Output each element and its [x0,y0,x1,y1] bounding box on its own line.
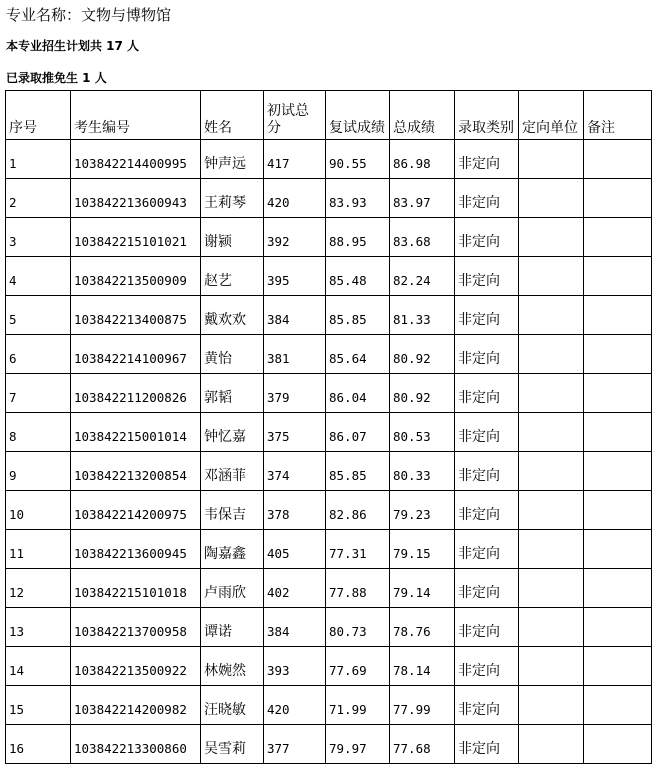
cell-index: 13 [6,608,71,647]
cell-admission-type: 非定向 [455,608,519,647]
col-header-total-score: 总成绩 [390,91,455,140]
cell-remarks [584,608,652,647]
cell-initial-score: 417 [264,140,326,179]
enrollment-plan: 本专业招生计划共 17 人 [6,39,140,53]
cell-exam-id: 103842215001014 [71,413,201,452]
table-row [6,491,652,530]
table-row [6,218,652,257]
cell-total-score: 80.92 [390,374,455,413]
cell-retest-score: 86.04 [326,374,390,413]
cell-index: 7 [6,374,71,413]
cell-exam-id: 103842213300860 [71,725,201,764]
cell-index: 4 [6,257,71,296]
cell-total-score: 82.24 [390,257,455,296]
cell-index: 10 [6,491,71,530]
cell-total-score: 79.15 [390,530,455,569]
cell-name: 钟声远 [201,140,264,179]
cell-index: 5 [6,296,71,335]
cell-retest-score: 85.64 [326,335,390,374]
cell-name: 韦保吉 [201,491,264,530]
cell-total-score: 80.92 [390,335,455,374]
cell-retest-score: 71.99 [326,686,390,725]
cell-name: 卢雨欣 [201,569,264,608]
cell-target-unit [519,374,584,413]
cell-initial-score: 405 [264,530,326,569]
cell-admission-type: 非定向 [455,179,519,218]
table-row [6,413,652,452]
cell-total-score: 83.97 [390,179,455,218]
table-row [6,140,652,179]
cell-admission-type: 非定向 [455,374,519,413]
cell-target-unit [519,725,584,764]
cell-remarks [584,218,652,257]
cell-initial-score: 395 [264,257,326,296]
table-row [6,296,652,335]
cell-initial-score: 375 [264,413,326,452]
cell-exam-id: 103842215101021 [71,218,201,257]
table-row [6,569,652,608]
cell-total-score: 78.76 [390,608,455,647]
cell-target-unit [519,608,584,647]
cell-total-score: 80.53 [390,413,455,452]
cell-admission-type: 非定向 [455,218,519,257]
cell-remarks [584,452,652,491]
cell-name: 钟忆嘉 [201,413,264,452]
table-row [6,530,652,569]
cell-initial-score: 420 [264,179,326,218]
cell-initial-score: 374 [264,452,326,491]
col-header-name: 姓名 [201,91,264,140]
cell-name: 赵艺 [201,257,264,296]
cell-initial-score: 393 [264,647,326,686]
cell-remarks [584,257,652,296]
table-row [6,686,652,725]
cell-name: 林婉然 [201,647,264,686]
table-row [6,335,652,374]
cell-remarks [584,413,652,452]
cell-total-score: 77.68 [390,725,455,764]
cell-retest-score: 77.69 [326,647,390,686]
cell-name: 陶嘉鑫 [201,530,264,569]
cell-initial-score: 420 [264,686,326,725]
cell-retest-score: 77.88 [326,569,390,608]
cell-admission-type: 非定向 [455,140,519,179]
col-header-admission-type: 录取类别 [455,91,519,140]
cell-initial-score: 392 [264,218,326,257]
cell-retest-score: 88.95 [326,218,390,257]
cell-remarks [584,530,652,569]
cell-target-unit [519,530,584,569]
cell-retest-score: 77.31 [326,530,390,569]
cell-target-unit [519,647,584,686]
cell-retest-score: 86.07 [326,413,390,452]
cell-remarks [584,179,652,218]
cell-index: 2 [6,179,71,218]
cell-target-unit [519,218,584,257]
cell-remarks [584,686,652,725]
cell-exam-id: 103842215101018 [71,569,201,608]
cell-target-unit [519,257,584,296]
cell-name: 戴欢欢 [201,296,264,335]
cell-total-score: 78.14 [390,647,455,686]
cell-remarks [584,335,652,374]
cell-remarks [584,374,652,413]
cell-exam-id: 103842213600945 [71,530,201,569]
cell-exam-id: 103842213200854 [71,452,201,491]
cell-index: 6 [6,335,71,374]
table-row [6,725,652,764]
cell-total-score: 79.14 [390,569,455,608]
cell-target-unit [519,413,584,452]
cell-index: 14 [6,647,71,686]
cell-admission-type: 非定向 [455,569,519,608]
cell-admission-type: 非定向 [455,296,519,335]
cell-admission-type: 非定向 [455,491,519,530]
cell-initial-score: 378 [264,491,326,530]
cell-total-score: 83.68 [390,218,455,257]
cell-retest-score: 82.86 [326,491,390,530]
cell-exam-id: 103842213500909 [71,257,201,296]
cell-remarks [584,296,652,335]
cell-total-score: 86.98 [390,140,455,179]
cell-name: 邓涵菲 [201,452,264,491]
cell-admission-type: 非定向 [455,452,519,491]
cell-remarks [584,491,652,530]
col-header-exam-id: 考生编号 [71,91,201,140]
cell-name: 吴雪莉 [201,725,264,764]
cell-remarks [584,569,652,608]
cell-retest-score: 85.48 [326,257,390,296]
table-row [6,257,652,296]
cell-exam-id: 103842213500922 [71,647,201,686]
cell-target-unit [519,491,584,530]
table-row [6,647,652,686]
table-row [6,374,652,413]
cell-retest-score: 85.85 [326,296,390,335]
cell-name: 谭诺 [201,608,264,647]
cell-exam-id: 103842213600943 [71,179,201,218]
cell-target-unit [519,686,584,725]
cell-total-score: 79.23 [390,491,455,530]
cell-target-unit [519,179,584,218]
col-header-target-unit: 定向单位 [519,91,584,140]
cell-initial-score: 402 [264,569,326,608]
admission-table [5,90,652,764]
major-title: 专业名称：文物与博物馆 [6,6,172,24]
cell-target-unit [519,140,584,179]
exempt-students: 已录取推免生 1 人 [6,71,107,85]
cell-name: 郭韬 [201,374,264,413]
cell-exam-id: 103842211200826 [71,374,201,413]
cell-name: 谢颍 [201,218,264,257]
cell-exam-id: 103842214200982 [71,686,201,725]
cell-admission-type: 非定向 [455,257,519,296]
cell-name: 黄怡 [201,335,264,374]
cell-retest-score: 79.97 [326,725,390,764]
cell-initial-score: 379 [264,374,326,413]
cell-exam-id: 103842214200975 [71,491,201,530]
cell-initial-score: 381 [264,335,326,374]
cell-initial-score: 384 [264,296,326,335]
cell-index: 11 [6,530,71,569]
cell-target-unit [519,296,584,335]
table-header-row [6,91,652,140]
cell-target-unit [519,452,584,491]
cell-index: 1 [6,140,71,179]
cell-total-score: 80.33 [390,452,455,491]
cell-index: 15 [6,686,71,725]
cell-remarks [584,140,652,179]
cell-exam-id: 103842213400875 [71,296,201,335]
cell-index: 12 [6,569,71,608]
cell-retest-score: 80.73 [326,608,390,647]
table-row [6,179,652,218]
cell-retest-score: 83.93 [326,179,390,218]
cell-admission-type: 非定向 [455,530,519,569]
cell-name: 王莉琴 [201,179,264,218]
cell-index: 9 [6,452,71,491]
col-header-index: 序号 [6,91,71,140]
cell-remarks [584,647,652,686]
table-row [6,608,652,647]
cell-retest-score: 85.85 [326,452,390,491]
cell-admission-type: 非定向 [455,335,519,374]
cell-index: 3 [6,218,71,257]
cell-initial-score: 377 [264,725,326,764]
cell-total-score: 81.33 [390,296,455,335]
cell-total-score: 77.99 [390,686,455,725]
col-header-initial-score: 初试总分 [264,91,326,140]
cell-retest-score: 90.55 [326,140,390,179]
col-header-remarks: 备注 [584,91,652,140]
cell-admission-type: 非定向 [455,686,519,725]
cell-index: 8 [6,413,71,452]
col-header-retest-score: 复试成绩 [326,91,390,140]
cell-admission-type: 非定向 [455,725,519,764]
cell-target-unit [519,569,584,608]
cell-initial-score: 384 [264,608,326,647]
cell-exam-id: 103842213700958 [71,608,201,647]
cell-target-unit [519,335,584,374]
cell-exam-id: 103842214400995 [71,140,201,179]
cell-remarks [584,725,652,764]
cell-admission-type: 非定向 [455,647,519,686]
cell-exam-id: 103842214100967 [71,335,201,374]
cell-index: 16 [6,725,71,764]
cell-admission-type: 非定向 [455,413,519,452]
cell-name: 汪晓敏 [201,686,264,725]
table-row [6,452,652,491]
table-body [6,140,652,764]
